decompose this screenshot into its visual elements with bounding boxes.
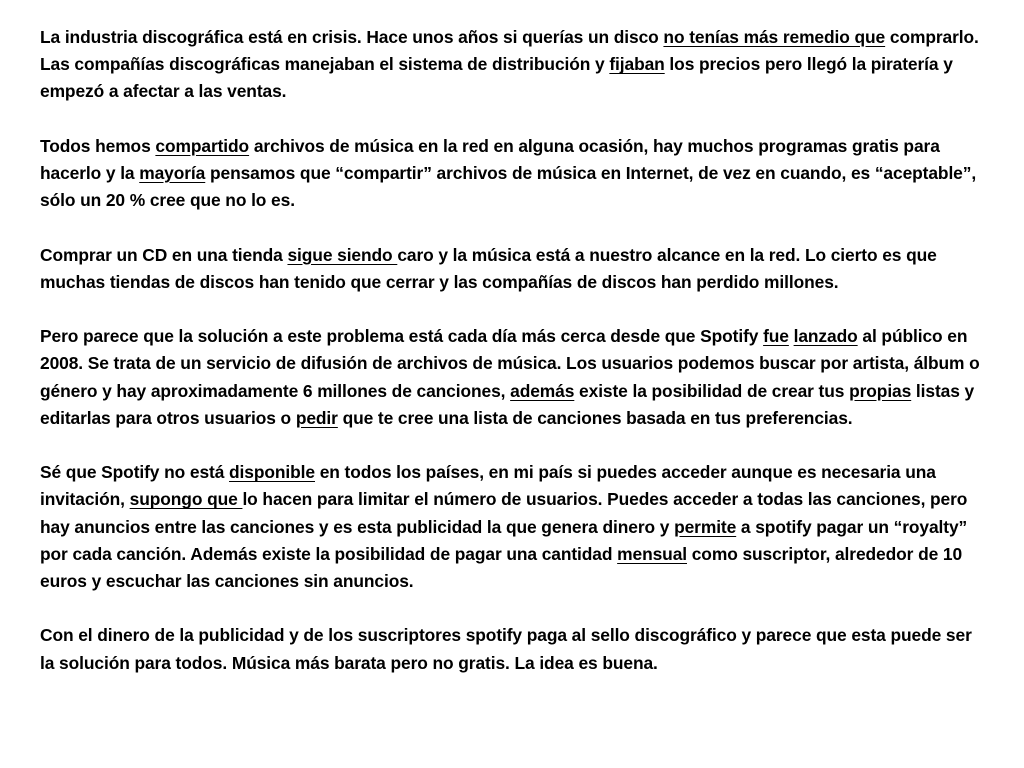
paragraph-6: [40, 622, 984, 676]
text-segment: como suscriptor, alrededor de 10 euros y escuchar las canciones sin anuncios.: [40, 543, 963, 591]
underlined-phrase: fijaban: [609, 54, 665, 75]
paragraph-2: [40, 133, 984, 215]
paragraph-4: [40, 323, 984, 432]
paragraph-1: [40, 24, 984, 106]
text-segment: existe la posibilidad de crear tus: [574, 380, 850, 401]
text-segment: al público en 2008. Se trata de un servicio de difusión de archivos de música. Los usuarios podemos buscar por artista, álbum o género y hay aproximadamente 6 millones de canciones,: [40, 326, 980, 401]
underlined-phrase: pedir: [295, 407, 338, 428]
text-segment: Comprar un CD en una tienda: [40, 244, 288, 265]
underlined-phrase: compartido: [155, 135, 250, 156]
underlined-phrase: sigue siendo: [287, 244, 398, 265]
text-segment: comprarlo. Las compañías discográficas manejaban el sistema de distribución y: [40, 27, 979, 75]
underlined-phrase: supongo que: [129, 489, 243, 510]
paragraph-5: [40, 459, 984, 595]
underlined-phrase: no tenías más remedio que: [663, 27, 886, 47]
text-segment: Todos hemos: [40, 135, 156, 156]
text-segment: pensamos que “compartir” archivos de música en Internet, de vez en cuando, es “aceptable”, sólo un 20 % cree que no lo es.: [40, 163, 977, 211]
paragraph-3: [40, 242, 984, 296]
text-segment: Sé que Spotify no está: [40, 462, 230, 483]
text-segment: los precios pero llegó la piratería y empezó a afectar a las ventas.: [40, 54, 953, 102]
underlined-phrase: propias: [849, 380, 912, 401]
document-body: [40, 24, 984, 677]
text-segment: caro y la música está a nuestro alcance en la red. Lo cierto es que muchas tiendas de discos han tenido que cerrar y las compañías de discos han perdido millones.: [40, 244, 937, 292]
text-segment: archivos de música en la red en alguna ocasión, hay muchos programas gratis para hacerlo y la: [40, 135, 940, 183]
text-segment: que te cree una lista de canciones basada en tus preferencias.: [337, 407, 853, 428]
text-segment: lo hacen para limitar el número de usuarios. Puedes acceder a todas las canciones, pero hay anuncios entre las canciones y es esta publicidad la que genera dinero y: [40, 489, 968, 537]
underlined-phrase: permite: [674, 516, 737, 537]
underlined-phrase: además: [510, 380, 575, 401]
text-segment: listas y editarlas para otros usuarios o: [40, 380, 975, 428]
underlined-phrase: disponible: [229, 462, 315, 483]
underlined-phrase: fue: [763, 326, 789, 347]
text-segment: a spotify pagar un “royalty” por cada canción. Además existe la posibilidad de pagar una cantidad: [40, 516, 968, 564]
text-segment: La industria discográfica está en crisis. Hace unos años si querías un disco: [40, 27, 664, 47]
underlined-phrase: lanzado: [793, 326, 858, 347]
text-segment: en todos los países, en mi país si puedes acceder aunque es necesaria una invitación,: [40, 462, 936, 510]
underlined-phrase: mayoría: [139, 163, 206, 183]
text-segment: Pero parece que la solución a este problema está cada día más cerca desde que Spotify: [40, 326, 764, 347]
text-segment: Con el dinero de la publicidad y de los suscriptores spotify paga al sello discográfico y parece que esta puede ser la solución para todos. Música más barata pero no gratis. La idea es buena.: [40, 625, 972, 673]
underlined-phrase: mensual: [617, 543, 687, 564]
